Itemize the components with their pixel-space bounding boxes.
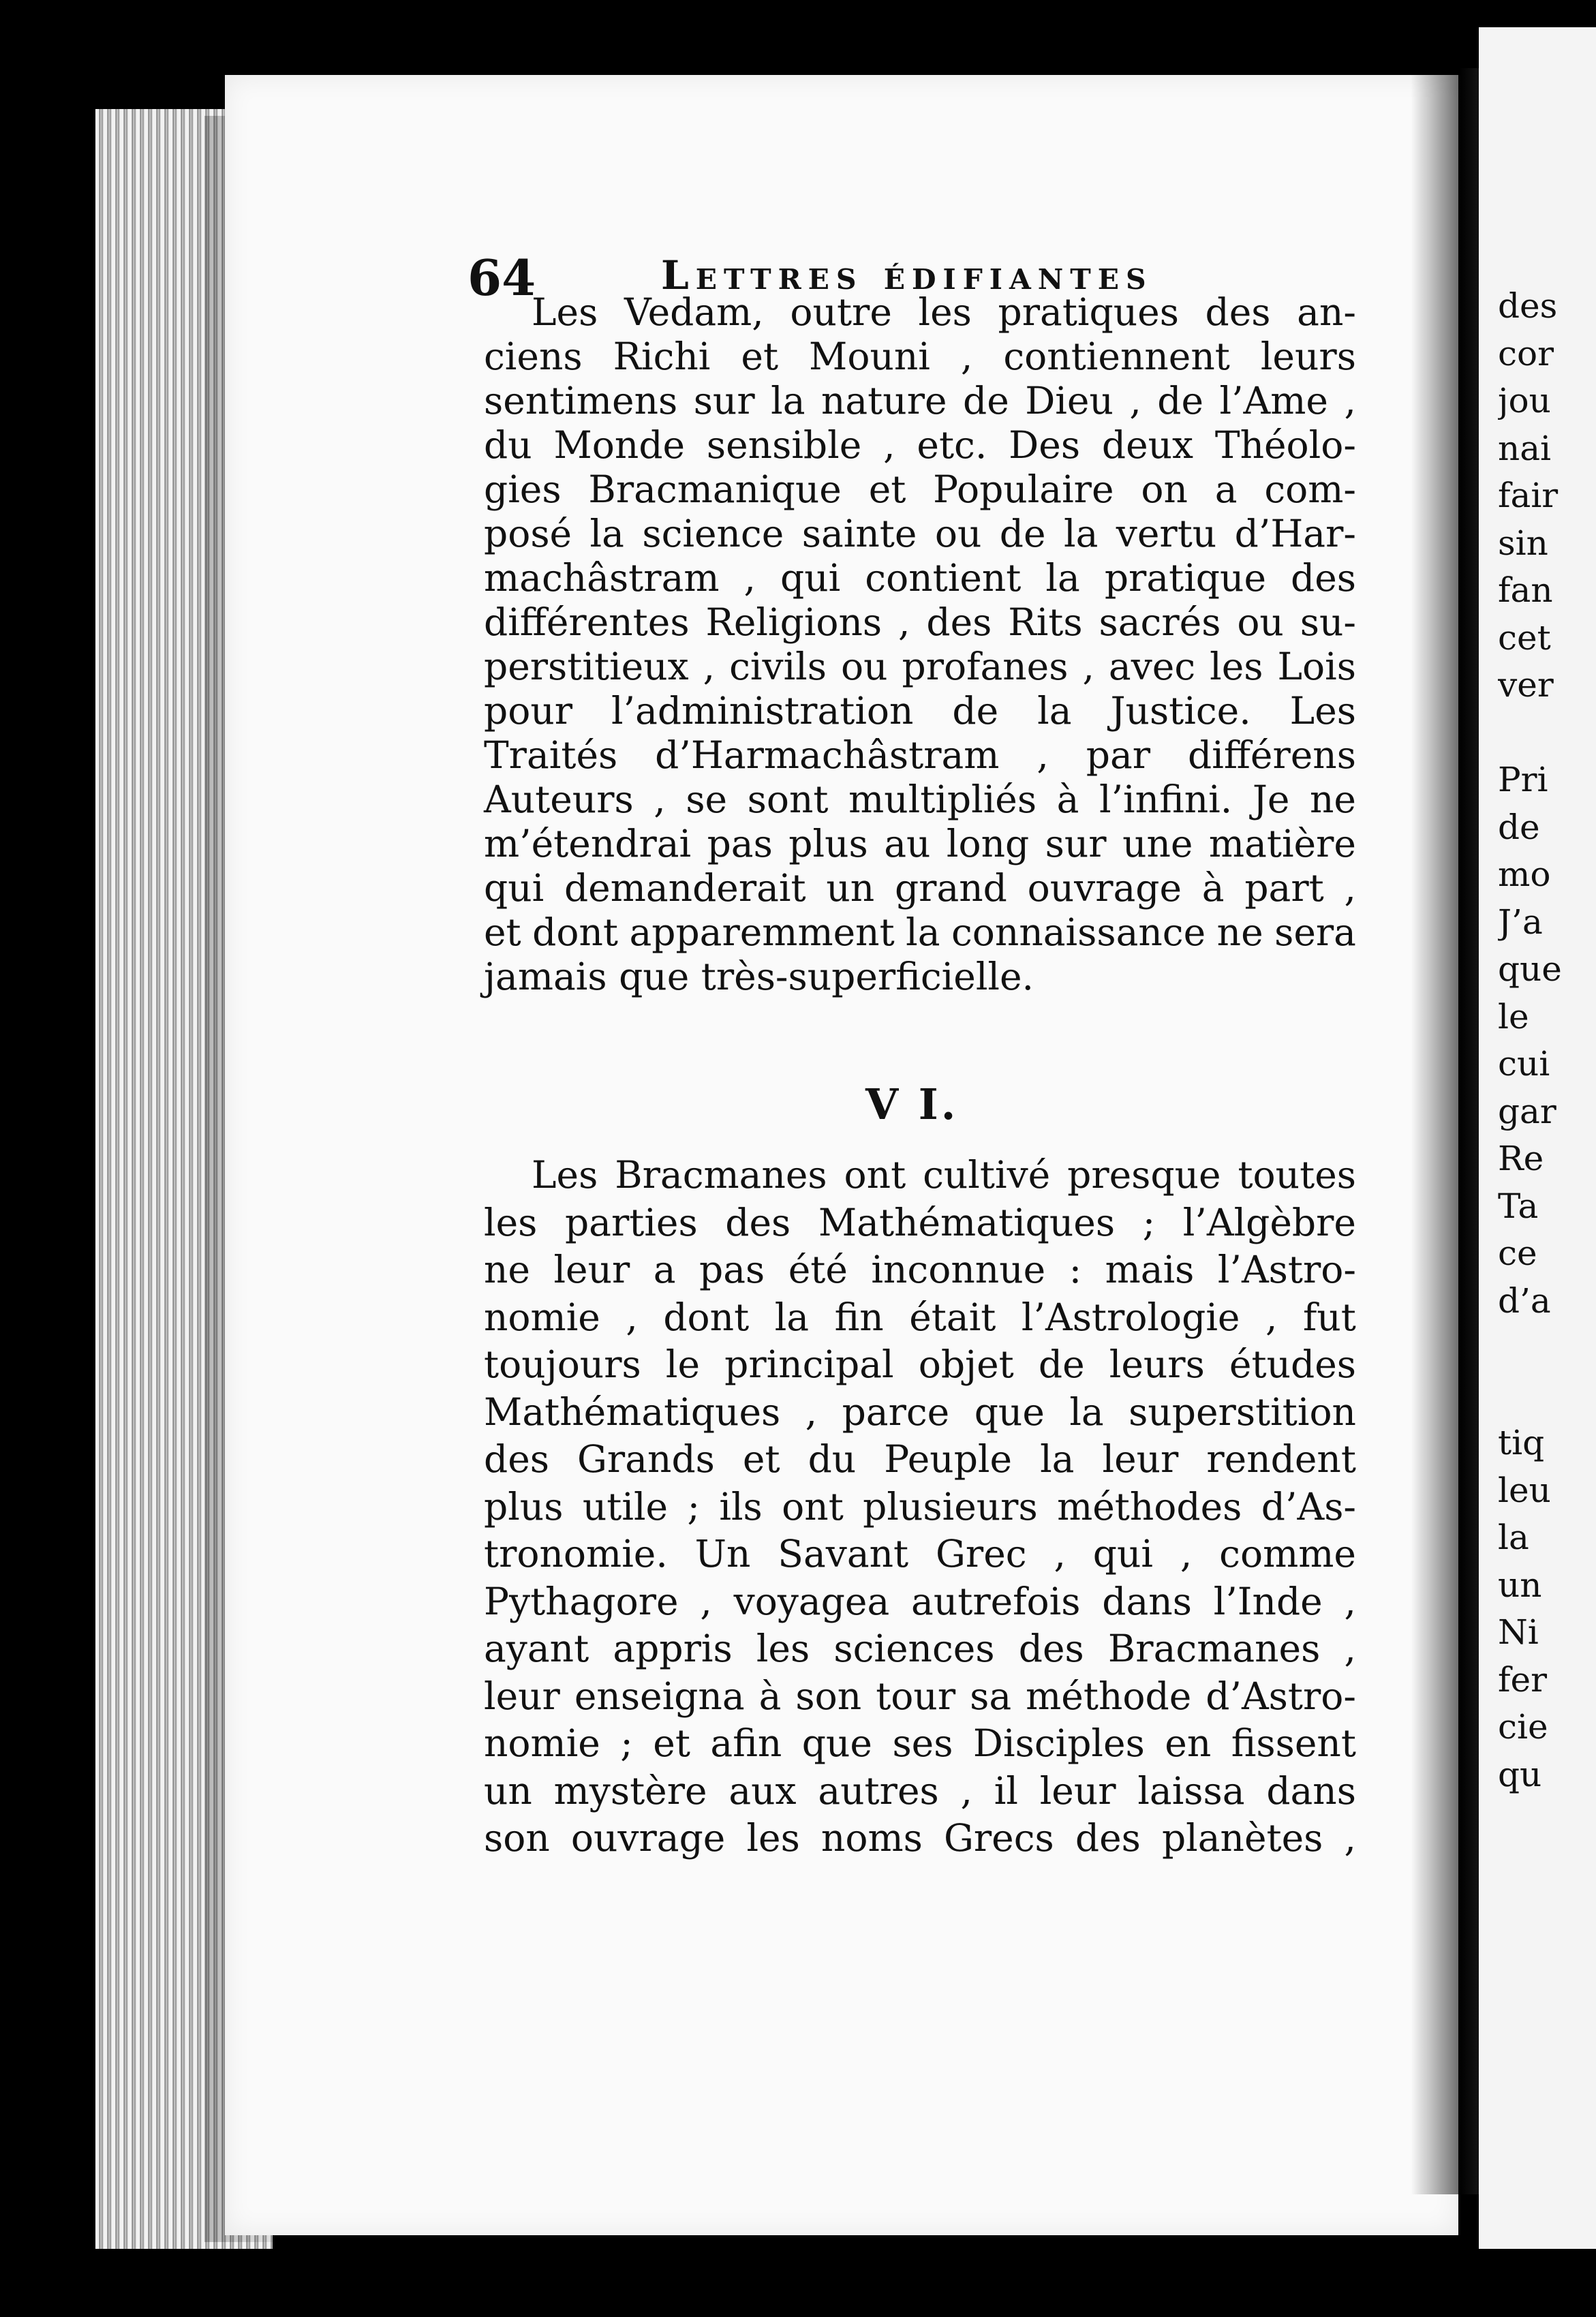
facing-line: nai xyxy=(1498,428,1552,468)
text-line: un mystère aux autres , il leur laissa dans xyxy=(484,1768,1356,1813)
facing-line: d’a xyxy=(1498,1280,1551,1321)
facing-line xyxy=(1498,1325,1596,1372)
facing-line: des xyxy=(1498,286,1558,326)
facing-line: fer xyxy=(1498,1659,1547,1700)
text-line: perstitieux , civils ou profanes , avec les Lois xyxy=(484,645,1356,688)
text-line: leur enseigna à son tour sa méthode d’Astro- xyxy=(484,1674,1356,1718)
facing-line: Pri xyxy=(1498,760,1548,799)
text-line: tronomie. Un Savant Grec , qui , comme xyxy=(484,1532,1356,1576)
text-line: Les Bracmanes ont cultivé presque toutes xyxy=(532,1153,1356,1197)
page-number: 64 xyxy=(467,249,536,307)
facing-line: cie xyxy=(1498,1707,1548,1747)
facing-line: fair xyxy=(1498,476,1559,515)
section-heading: V I. xyxy=(865,1079,959,1129)
facing-line: Ni xyxy=(1498,1612,1539,1652)
facing-line: leu xyxy=(1498,1470,1551,1510)
text-line: Mathématiques , parce que la superstition xyxy=(484,1390,1356,1434)
text-line: son ouvrage les noms Grecs des planètes , xyxy=(484,1816,1356,1860)
facing-line: le xyxy=(1498,996,1529,1037)
running-title: Lettres édifiantes xyxy=(661,252,1153,298)
text-line: machâstram , qui contient la pratique des xyxy=(484,556,1356,600)
text-line: ne leur a pas été inconnue : mais l’Astro- xyxy=(484,1248,1356,1291)
facing-line: Ta xyxy=(1498,1186,1539,1226)
facing-line: fan xyxy=(1498,570,1553,610)
facing-line: mo xyxy=(1498,855,1551,894)
facing-line: qu xyxy=(1498,1754,1542,1794)
text-line: pour l’administration de la Justice. Les xyxy=(484,689,1356,733)
text-line: nomie ; et afin que ses Disciples en fissent xyxy=(484,1721,1356,1765)
facing-line xyxy=(1498,1372,1596,1420)
text-line: et dont apparemment la connaissance ne sera xyxy=(484,910,1356,954)
text-line: plus utile ; ils ont plusieurs méthodes d’As- xyxy=(484,1484,1356,1529)
facing-line xyxy=(1498,709,1596,757)
text-line: des Grands et du Peuple la leur rendent xyxy=(484,1437,1356,1481)
text-line: Auteurs , se sont multipliés à l’infini. Je ne xyxy=(484,778,1356,821)
facing-line: la xyxy=(1498,1518,1529,1557)
text-line: Les Vedam, outre les pratiques des an- xyxy=(532,290,1356,334)
facing-line: Re xyxy=(1498,1139,1544,1178)
facing-line: J’a xyxy=(1498,902,1543,942)
text-line: m’étendrai pas plus au long sur une matière xyxy=(484,822,1356,865)
text-line: sentimens sur la nature de Dieu , de l’Ame , xyxy=(484,379,1356,423)
text-line: différentes Religions , des Rits sacrés ou su- xyxy=(484,600,1356,644)
facing-line: gar xyxy=(1498,1091,1556,1131)
text-line: du Monde sensible , etc. Des deux Théolo- xyxy=(484,423,1356,467)
facing-line: sin xyxy=(1498,523,1548,563)
text-line: nomie , dont la fin était l’Astrologie , fut xyxy=(484,1295,1356,1339)
facing-line: cor xyxy=(1498,333,1554,373)
facing-line: que xyxy=(1498,949,1562,989)
text-line: gies Bracmanique et Populaire on a com- xyxy=(484,467,1356,511)
text-line: ayant appris les sciences des Bracmanes , xyxy=(484,1627,1356,1670)
text-line: posé la science sainte ou de la vertu d’Har- xyxy=(484,512,1356,555)
facing-line: un xyxy=(1498,1565,1542,1605)
paragraph-1 xyxy=(484,290,1356,999)
facing-line: ver xyxy=(1498,665,1554,705)
text-line: les parties des Mathématiques ; l’Algèbre xyxy=(484,1200,1356,1244)
facing-line: de xyxy=(1498,807,1540,847)
facing-line: cet xyxy=(1498,617,1551,658)
text-line: Traités d’Harmachâstram , par différens xyxy=(484,733,1356,777)
facing-line: cui xyxy=(1498,1044,1550,1084)
text-line: jamais que très-superficielle. xyxy=(484,955,1034,998)
text-line: Pythagore , voyagea autrefois dans l’Inde , xyxy=(484,1579,1356,1623)
facing-line: ce xyxy=(1498,1233,1537,1273)
text-line: toujours le principal objet de leurs études xyxy=(484,1342,1356,1386)
facing-line: jou xyxy=(1498,381,1551,420)
facing-line: tiq xyxy=(1498,1423,1545,1462)
facing-page-text xyxy=(1498,283,1596,1798)
paragraph-2 xyxy=(484,1152,1356,1862)
text-line: ciens Richi et Mouni , contiennent leurs xyxy=(484,335,1356,378)
text-line: qui demanderait un grand ouvrage à part , xyxy=(484,866,1356,910)
